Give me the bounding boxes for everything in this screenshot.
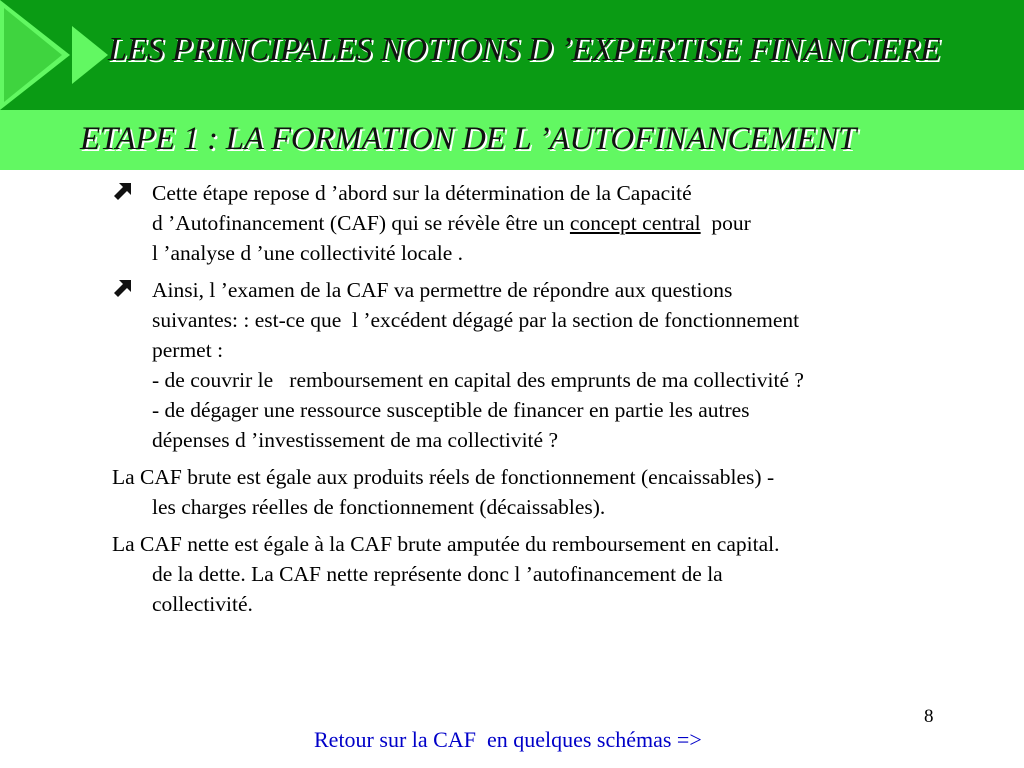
diagonal-arrow-icon <box>114 279 132 297</box>
text-span: pour <box>700 211 751 235</box>
text-line: - de dégager une ressource susceptible de financer en partie les autres <box>152 398 750 422</box>
slide-title: LES PRINCIPALES NOTIONS D ’EXPERTISE FINANCIERE <box>108 31 941 68</box>
play-arrow-icon <box>0 0 120 110</box>
slide-subtitle: ETAPE 1 : LA FORMATION DE L ’AUTOFINANCEMENT <box>80 121 857 157</box>
text-line: permet : <box>152 338 224 362</box>
text-line: de la dette. La CAF nette représente donc l ’autofinancement de la <box>152 562 723 586</box>
back-to-caf-link[interactable]: Retour sur la CAF en quelques schémas => <box>314 727 702 752</box>
text-line: suivantes: : est-ce que l ’excédent dégagé par la section de fonctionnement <box>152 308 800 332</box>
caf-nette-paragraph <box>112 529 1017 619</box>
text-line: Ainsi, l ’examen de la CAF va permettre de répondre aux questions <box>152 278 733 302</box>
text-line: les charges réelles de fonctionnement (décaissables). <box>152 495 606 519</box>
text-line: Cette étape repose d ’abord sur la détermination de la Capacité <box>152 181 692 205</box>
concept-central-text: concept central <box>569 211 701 235</box>
bullet-paragraph-2 <box>112 275 1017 455</box>
slide-body <box>112 178 1017 626</box>
text-line <box>152 208 1017 238</box>
text-line: l ’analyse d ’une collectivité locale . <box>152 241 464 265</box>
text-line: La CAF nette est égale à la CAF brute amputée du remboursement en capital. <box>112 532 780 556</box>
text-span: d ’Autofinancement (CAF) qui se révèle être un <box>152 211 570 235</box>
bullet-paragraph-1 <box>112 178 1017 268</box>
text-line: La CAF brute est égale aux produits réels de fonctionnement (encaissables) - <box>112 465 775 489</box>
text-line: dépenses d ’investissement de ma collectivité ? <box>152 428 558 452</box>
page-number: 8 <box>924 706 934 727</box>
caf-brute-paragraph <box>112 462 1017 522</box>
diagonal-arrow-icon <box>114 182 132 200</box>
text-line: collectivité. <box>152 592 253 616</box>
text-line: - de couvrir le remboursement en capital des emprunts de ma collectivité ? <box>152 368 804 392</box>
